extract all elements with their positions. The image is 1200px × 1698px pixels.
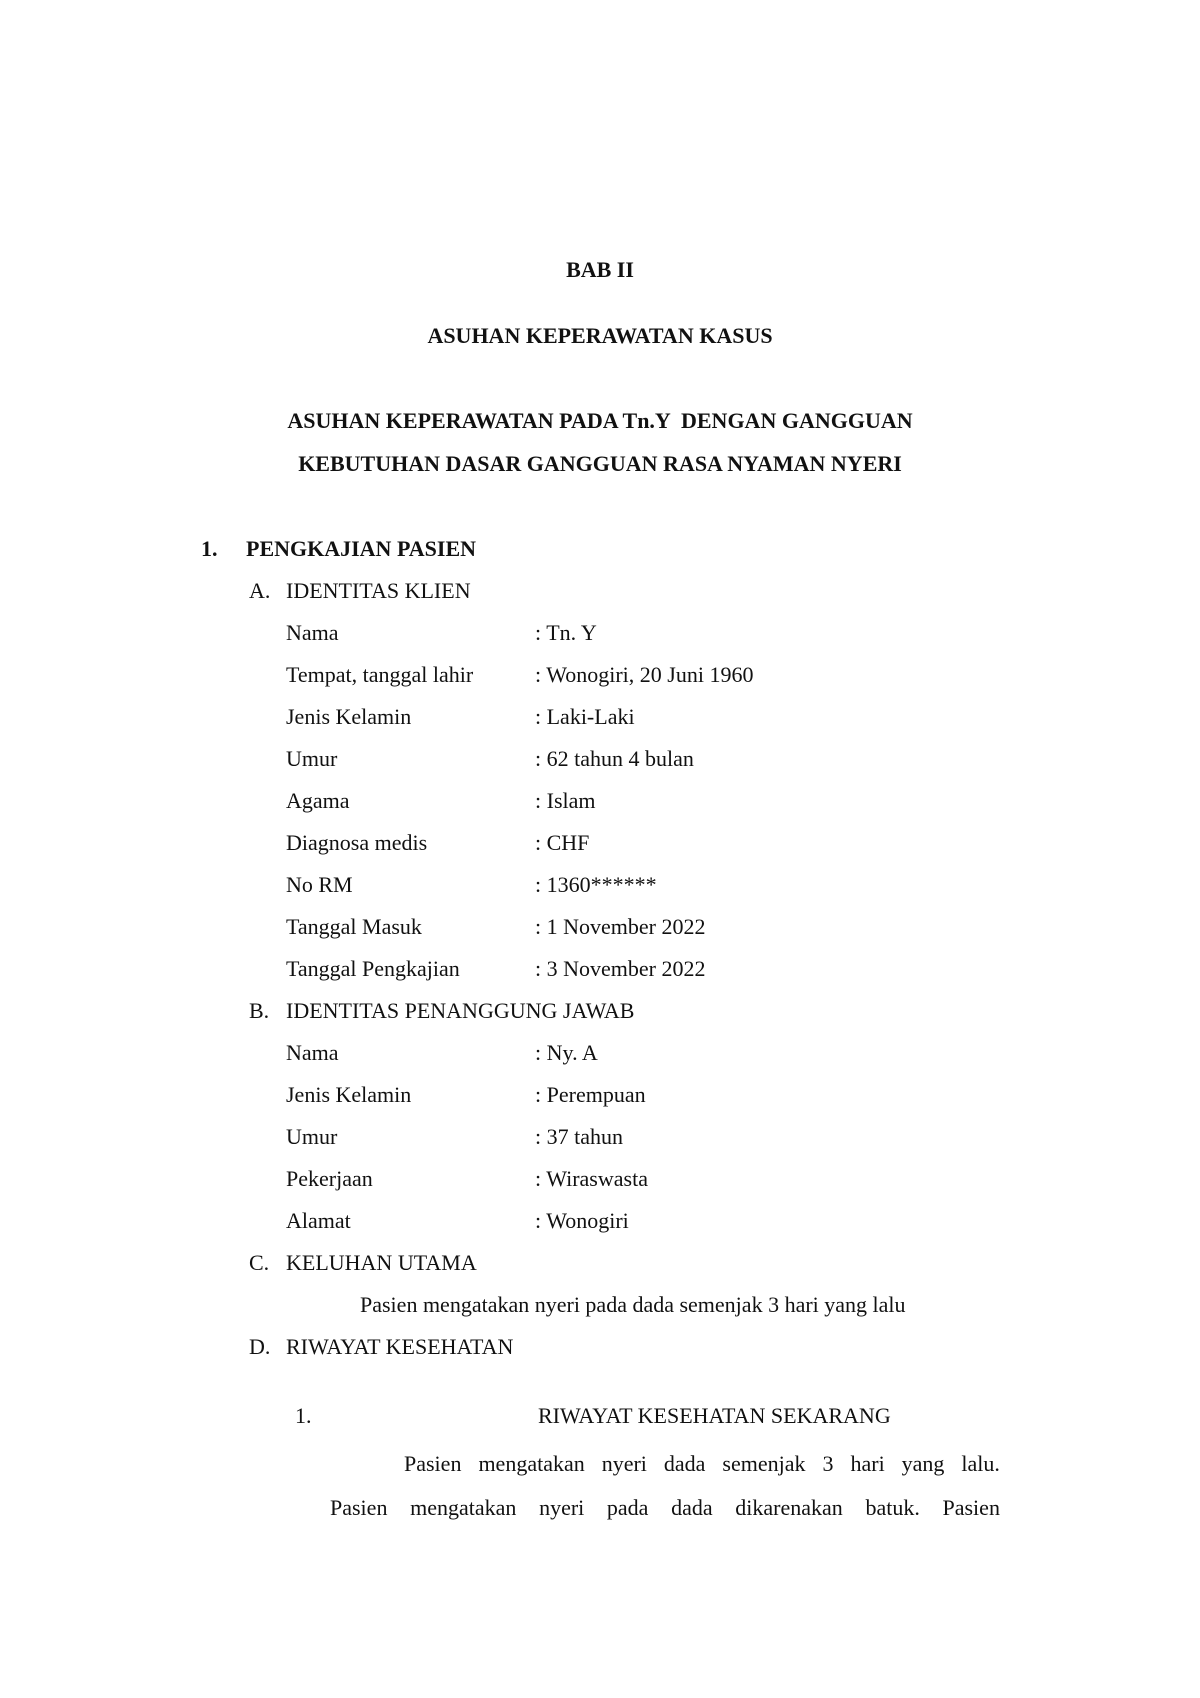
field-value: : 37 tahun bbox=[535, 1124, 623, 1149]
field-value: : Perempuan bbox=[535, 1082, 646, 1107]
field-label: Umur bbox=[286, 1124, 338, 1149]
field-value: : Wonogiri, 20 Juni 1960 bbox=[535, 662, 754, 687]
word: batuk. bbox=[865, 1495, 920, 1520]
field-label: Diagnosa medis bbox=[286, 830, 428, 855]
field-label: Jenis Kelamin bbox=[286, 1082, 412, 1107]
section-d-title: RIWAYAT KESEHATAN bbox=[286, 1334, 514, 1359]
field-label: No RM bbox=[286, 872, 353, 897]
section-1-number: 1. bbox=[201, 536, 218, 561]
word: 3 bbox=[822, 1451, 834, 1476]
field-value: : CHF bbox=[535, 830, 590, 855]
field-label: Agama bbox=[286, 788, 350, 813]
field-label: Tanggal Pengkajian bbox=[286, 956, 460, 981]
word: nyeri bbox=[601, 1451, 647, 1476]
field-label: Jenis Kelamin bbox=[286, 704, 412, 729]
field-value: : 62 tahun 4 bulan bbox=[535, 746, 694, 771]
field-label: Tempat, tanggal lahir bbox=[286, 662, 474, 687]
section-a-title: IDENTITAS KLIEN bbox=[286, 578, 471, 603]
section-a-letter: A. bbox=[249, 578, 271, 603]
keluhan-utama-text: Pasien mengatakan nyeri pada dada semenjak 3 hari yang lalu bbox=[360, 1292, 906, 1317]
word: mengatakan bbox=[410, 1495, 517, 1520]
section-d-letter: D. bbox=[249, 1334, 271, 1359]
field-value: : 1 November 2022 bbox=[535, 914, 706, 939]
word: hari bbox=[850, 1451, 885, 1476]
section-1-title: PENGKAJIAN PASIEN bbox=[246, 536, 477, 561]
chapter-title: ASUHAN KEPERAWATAN KASUS bbox=[427, 323, 773, 348]
word: pada bbox=[606, 1495, 649, 1520]
word: dada bbox=[671, 1495, 713, 1520]
section-c-letter: C. bbox=[249, 1250, 270, 1275]
field-value: : 1360****** bbox=[535, 872, 657, 897]
word: nyeri bbox=[539, 1495, 585, 1520]
field-label: Nama bbox=[286, 1040, 339, 1065]
case-title-line-1: ASUHAN KEPERAWATAN PADA Tn.Y DENGAN GANGGUAN bbox=[287, 408, 913, 433]
subsection-1-title: RIWAYAT KESEHATAN SEKARANG bbox=[538, 1403, 891, 1428]
subsection-1-number: 1. bbox=[295, 1403, 312, 1428]
field-value: : Islam bbox=[535, 788, 596, 813]
paragraph-line-1 bbox=[404, 1451, 1000, 1477]
paragraph-line-2 bbox=[330, 1495, 1000, 1521]
word: lalu. bbox=[961, 1451, 1000, 1476]
field-value: : Tn. Y bbox=[535, 620, 597, 645]
word: dada bbox=[663, 1451, 706, 1476]
field-label: Pekerjaan bbox=[286, 1166, 373, 1191]
section-b-title: IDENTITAS PENANGGUNG JAWAB bbox=[286, 998, 635, 1023]
field-value: : 3 November 2022 bbox=[535, 956, 706, 981]
field-label: Tanggal Masuk bbox=[286, 914, 422, 939]
field-label: Alamat bbox=[286, 1208, 351, 1233]
field-value: : Wiraswasta bbox=[535, 1166, 648, 1191]
word: Pasien bbox=[330, 1495, 388, 1520]
word: Pasien bbox=[942, 1495, 1000, 1520]
section-c-title: KELUHAN UTAMA bbox=[286, 1250, 477, 1275]
field-label: Nama bbox=[286, 620, 339, 645]
word: Pasien bbox=[404, 1451, 462, 1476]
field-label: Umur bbox=[286, 746, 338, 771]
word: mengatakan bbox=[478, 1451, 585, 1476]
word: semenjak bbox=[722, 1451, 806, 1476]
section-b-letter: B. bbox=[249, 998, 270, 1023]
case-title-line-2: KEBUTUHAN DASAR GANGGUAN RASA NYAMAN NYERI bbox=[298, 451, 902, 476]
field-value: : Wonogiri bbox=[535, 1208, 629, 1233]
field-value: : Laki-Laki bbox=[535, 704, 635, 729]
word: yang bbox=[901, 1451, 945, 1476]
field-value: : Ny. A bbox=[535, 1040, 598, 1065]
chapter-heading: BAB II bbox=[566, 257, 634, 282]
word: dikarenakan bbox=[735, 1495, 843, 1520]
